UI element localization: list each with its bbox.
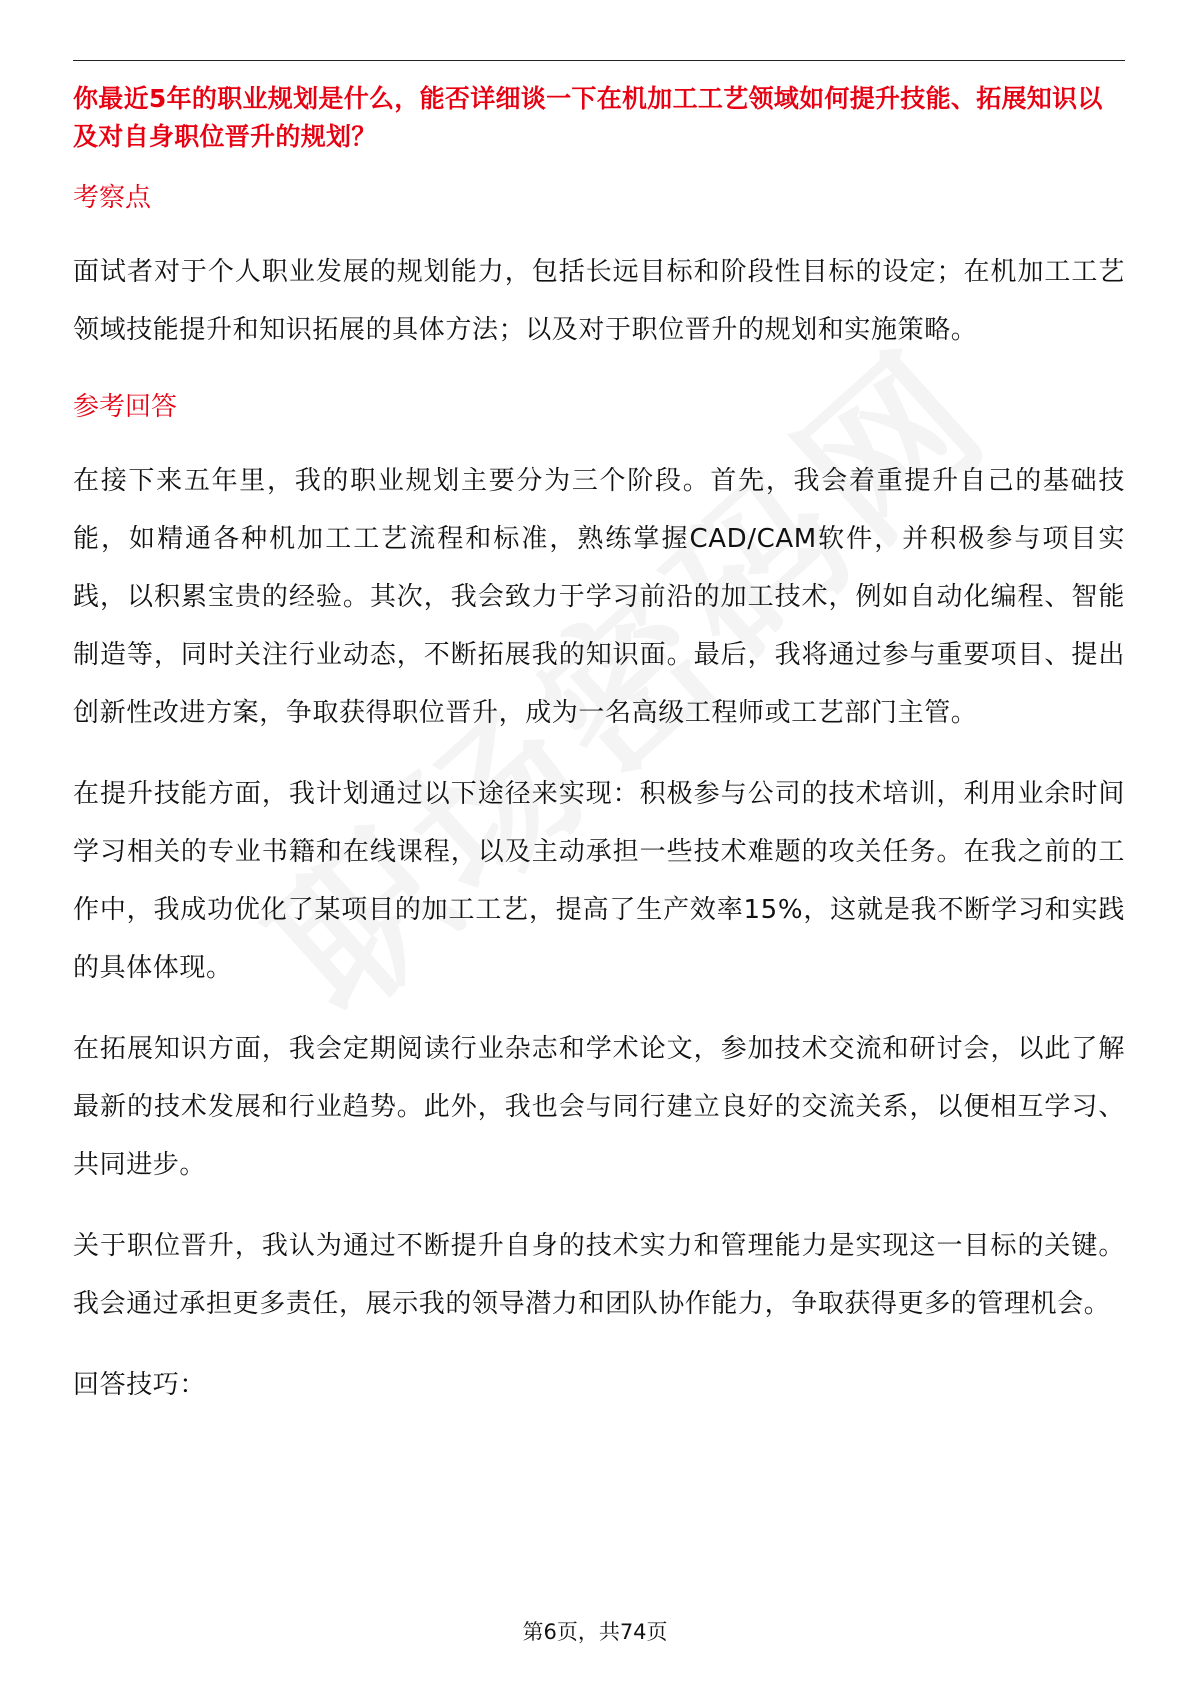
question-title: 你最近5年的职业规划是什么，能否详细谈一下在机加工工艺领域如何提升技能、拓展知识以及对自身职位晋升的规划？ [73, 84, 1103, 151]
observe-text: 面试者对于个人职业发展的规划能力，包括长远目标和阶段性目标的设定；在机加工工艺领域技能提升和知识拓展的具体方法；以及对于职位晋升的规划和实施策略。 [73, 257, 1125, 345]
answer-paragraph: 在拓展知识方面，我会定期阅读行业杂志和学术论文，参加技术交流和研讨会，以此了解最新的技术发展和行业趋势。此外，我也会与同行建立良好的交流关系，以便相互学习、共同进步。 [73, 1034, 1125, 1180]
page-content [73, 80, 1125, 1414]
answer-paragraph: 在提升技能方面，我计划通过以下途径来实现：积极参与公司的技术培训，利用业余时间学习相关的专业书籍和在线课程，以及主动承担一些技术难题的攻关任务。在我之前的工作中，我成功优化了某项目的加工工艺，提高了生产效率15%，这就是我不断学习和实践的具体体现。 [73, 779, 1125, 983]
observe-heading: 考察点 [73, 183, 152, 213]
answer-heading: 参考回答 [73, 392, 178, 422]
answer-paragraph: 关于职位晋升，我认为通过不断提升自身的技术实力和管理能力是实现这一目标的关键。我会通过承担更多责任，展示我的领导潜力和团队协作能力，争取获得更多的管理机会。 [73, 1231, 1125, 1319]
answer-paragraph: 在接下来五年里，我的职业规划主要分为三个阶段。首先，我会着重提升自己的基础技能，如精通各种机加工工艺流程和标准，熟练掌握CAD/CAM软件，并积极参与项目实践，以积累宝贵的经验。其次，我会致力于学习前沿的加工技术，例如自动化编程、智能制造等，同时关注行业动态，不断拓展我的知识面。最后，我将通过参与重要项目、提出创新性改进方案，争取获得职位晋升，成为一名高级工程师或工艺部门主管。 [73, 466, 1125, 728]
top-divider [73, 60, 1125, 61]
page-number-footer: 第6页，共74页 [522, 1620, 668, 1644]
tips-label: 回答技巧： [73, 1370, 207, 1400]
